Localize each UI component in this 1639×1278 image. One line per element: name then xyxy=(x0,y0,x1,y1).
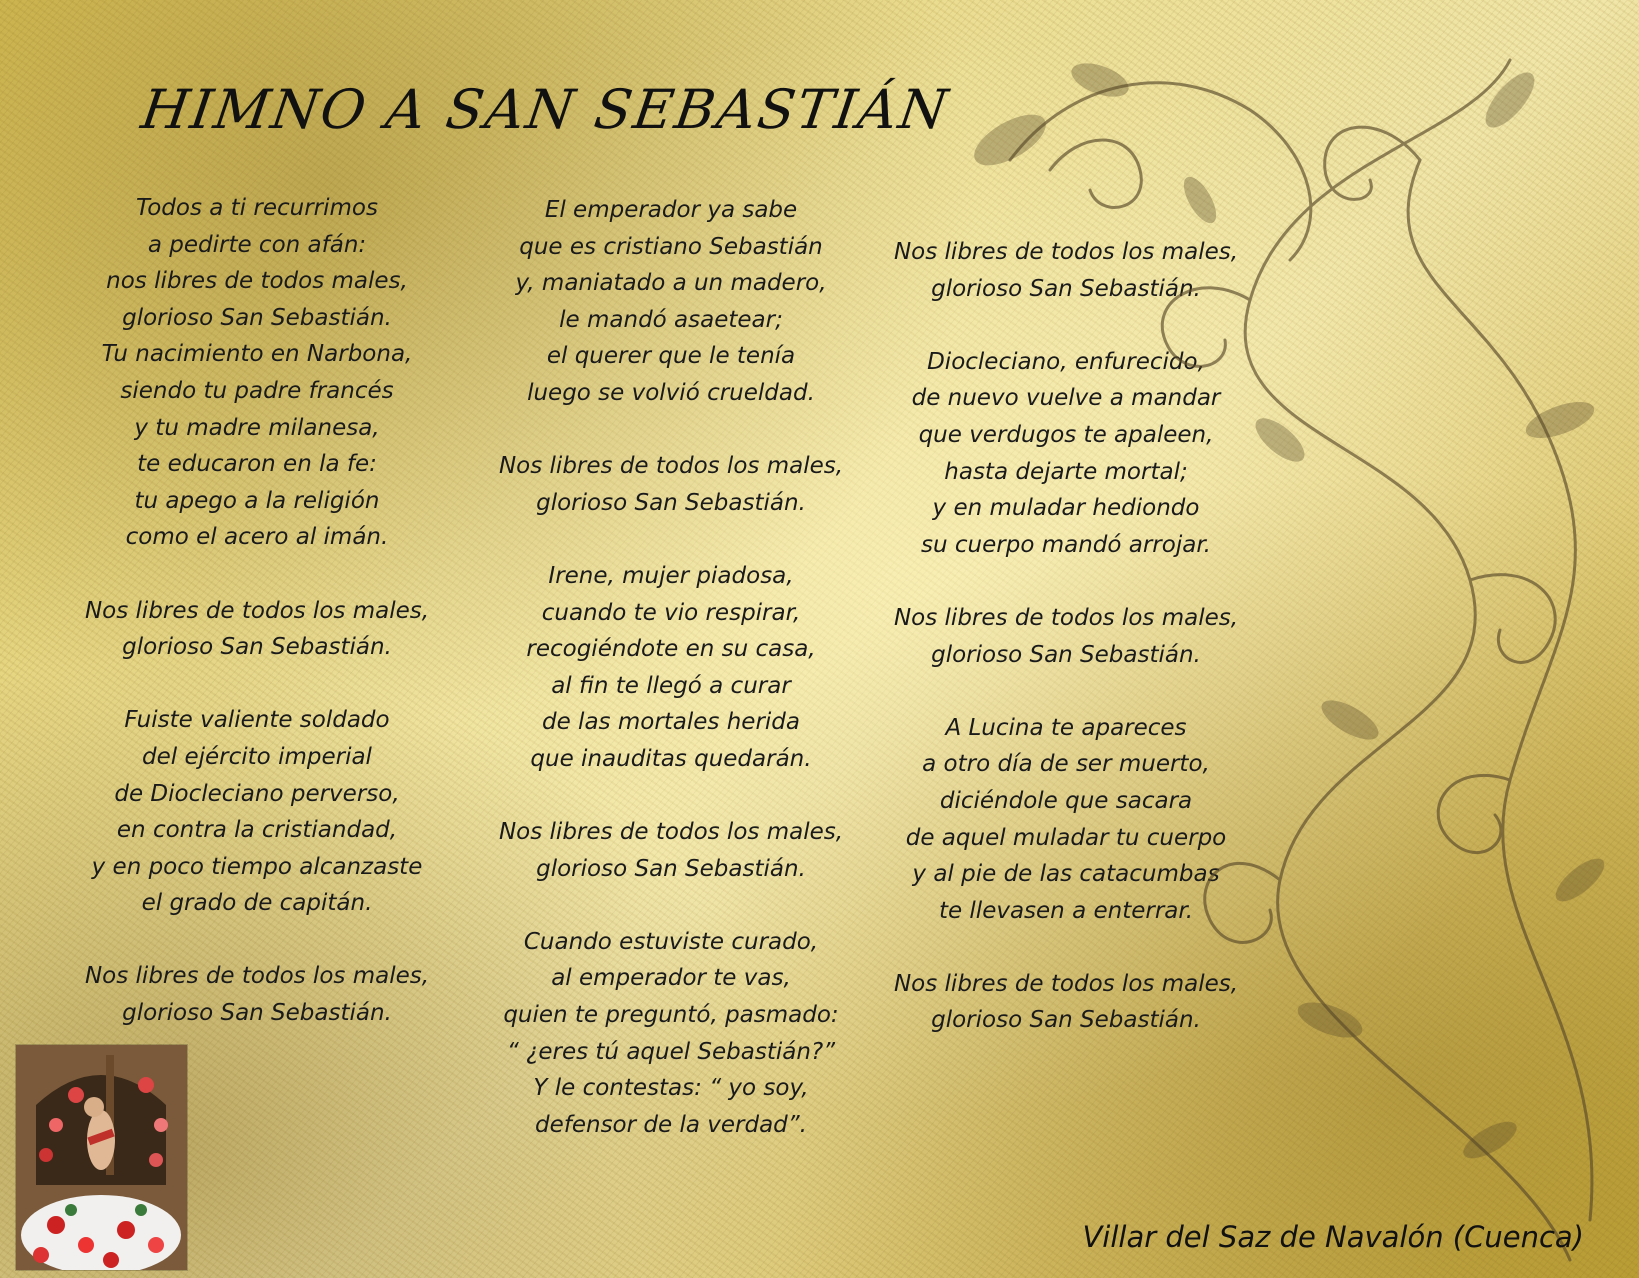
hymn-column-1 xyxy=(62,190,452,1032)
verse-line: de Diocleciano perverso, xyxy=(114,780,400,807)
verse-line: su cuerpo mandó arrojar. xyxy=(921,531,1211,558)
verse-line: “ ¿eres tú aquel Sebastián?” xyxy=(506,1038,836,1065)
stanza-gap xyxy=(475,887,867,924)
verse-line: El emperador ya sabe xyxy=(544,197,798,223)
verse-line: siendo tu padre francés xyxy=(120,377,394,404)
verse-line: Nos libres de todos los males, xyxy=(893,239,1239,265)
verse-line: glorioso San Sebastián. xyxy=(122,634,392,661)
verse-line: Nos libres de todos los males, xyxy=(893,970,1239,997)
verse-line: Nos libres de todos los males, xyxy=(84,597,430,624)
verse-line: Todos a ti recurrimos xyxy=(136,195,378,221)
verse-line: de aquel muladar tu cuerpo xyxy=(905,824,1227,851)
verse-line: Y le contestas: “ yo soy, xyxy=(533,1075,809,1102)
verse-line: a pedirte con afán: xyxy=(147,231,367,258)
verse-line: que verdugos te apaleen, xyxy=(918,421,1214,448)
verse-line: hasta dejarte mortal; xyxy=(944,458,1188,485)
page-title: HIMNO A SAN SEBASTIÁN xyxy=(137,78,954,141)
stanza-gap xyxy=(475,412,867,449)
verse-line: cuando te vio respirar, xyxy=(541,599,801,626)
verse-line: de las mortales herida xyxy=(542,709,800,736)
verse-line: te llevasen a enterrar. xyxy=(938,897,1194,924)
verse-line: al emperador te vas, xyxy=(551,965,791,992)
verse-line: del ejército imperial xyxy=(142,743,372,770)
verse-line: glorioso San Sebastián. xyxy=(931,641,1201,668)
verse-line: Irene, mujer piadosa, xyxy=(548,562,794,589)
verse-line: y tu madre milanesa, xyxy=(134,414,380,441)
verse-line: defensor de la verdad”. xyxy=(535,1111,807,1138)
stanza-gap xyxy=(62,556,452,593)
floral-vine-ornament xyxy=(950,20,1639,1278)
verse-line: glorioso San Sebastián. xyxy=(122,1000,392,1027)
verse-line: al fin te llegó a curar xyxy=(551,672,791,699)
verse-line: el grado de capitán. xyxy=(141,890,373,917)
verse-line: que inauditas quedarán. xyxy=(530,745,812,772)
verse-line: glorioso San Sebastián. xyxy=(122,304,392,331)
verse-line: tu apego a la religión xyxy=(134,487,380,514)
verse-line: diciéndole que sacara xyxy=(939,787,1193,814)
verse-line: Cuando estuviste curado, xyxy=(523,928,819,955)
verse-line: Tu nacimiento en Narbona, xyxy=(101,341,413,368)
verse-line: recogiéndote en su casa, xyxy=(526,636,816,663)
verse-line: y, maniatado a un madero, xyxy=(515,270,827,297)
verse-line: Fuiste valiente soldado xyxy=(124,707,390,734)
verse-line: en contra la cristiandad, xyxy=(116,817,398,844)
verse-line: y al pie de las catacumbas xyxy=(912,861,1220,888)
verse-line: Nos libres de todos los males, xyxy=(498,453,844,480)
verse-line: luego se volvió crueldad. xyxy=(527,379,815,406)
verse-line: glorioso San Sebastián. xyxy=(931,275,1201,302)
hymn-column-2 xyxy=(475,192,867,1143)
verse-line: te educaron en la fe: xyxy=(137,451,377,478)
verse-line: a otro día de ser muerto, xyxy=(922,751,1210,778)
verse-line: Diocleciano, enfurecido, xyxy=(927,348,1205,375)
statue-image xyxy=(16,1045,187,1270)
verse-line: Nos libres de todos los males, xyxy=(84,963,430,990)
verse-line: A Lucina te apareces xyxy=(945,714,1187,741)
verse-line: Nos libres de todos los males, xyxy=(893,604,1239,631)
verse-line: glorioso San Sebastián. xyxy=(931,1007,1201,1034)
stanza-gap xyxy=(475,521,867,558)
verse-line: Nos libres de todos los males, xyxy=(498,819,844,846)
verse-line: le mandó asaetear; xyxy=(559,306,783,333)
verse-line: nos libres de todos males, xyxy=(106,268,408,295)
verse-line: glorioso San Sebastián. xyxy=(536,855,806,882)
verse-line: y en poco tiempo alcanzaste xyxy=(91,853,423,880)
verse-line: el querer que le tenía xyxy=(546,343,796,370)
verse-line: glorioso San Sebastián. xyxy=(536,489,806,516)
stanza-gap xyxy=(62,666,452,703)
verse-line: que es cristiano Sebastián xyxy=(519,233,823,260)
verse-line: como el acero al imán. xyxy=(125,524,389,551)
saint-statue-photo xyxy=(16,1045,187,1270)
stanza-gap xyxy=(475,778,867,815)
footer-location: Villar del Saz de Navalón (Cuenca) xyxy=(1082,1220,1584,1254)
verse-line: quien te preguntó, pasmado: xyxy=(503,1002,839,1029)
verse-line: de nuevo vuelve a mandar xyxy=(911,385,1221,412)
stanza-gap xyxy=(62,922,452,959)
verse-line: y en muladar hediondo xyxy=(932,495,1200,522)
